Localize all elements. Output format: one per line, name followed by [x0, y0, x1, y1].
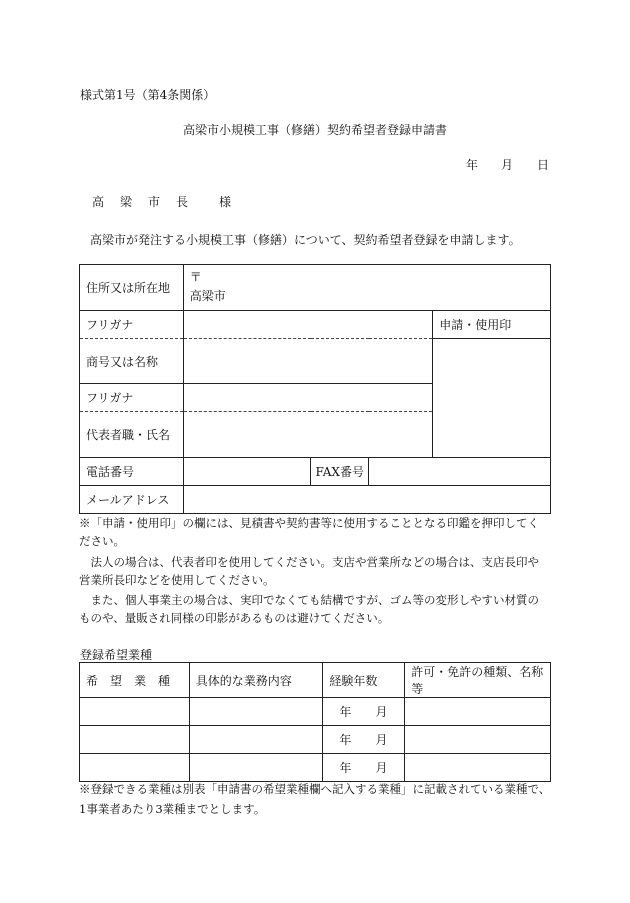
- seal-box[interactable]: [433, 339, 551, 458]
- detail-field-2[interactable]: [189, 726, 323, 754]
- email-label: メールアドレス: [80, 486, 184, 514]
- seal-label: 申請・使用印: [433, 311, 551, 339]
- detail-field-3[interactable]: [189, 754, 323, 782]
- addressee-honorific: 様: [219, 195, 232, 209]
- note-line-6: ものや、量販され同様の印影があるものは避けてください。: [79, 611, 390, 625]
- years-field-2[interactable]: [323, 726, 405, 754]
- phone-field[interactable]: [183, 458, 311, 486]
- furigana-label-2: フリガナ: [80, 384, 184, 412]
- furigana-label-1: フリガナ: [80, 311, 184, 339]
- business-heading: 登録希望業種: [80, 648, 153, 662]
- table-row: [80, 726, 551, 754]
- type-field-2[interactable]: [80, 726, 190, 754]
- type-field-3[interactable]: [80, 754, 190, 782]
- company-field[interactable]: [183, 339, 432, 384]
- applicant-table: [79, 264, 551, 514]
- footer-note-line-1: ※登録できる業種は別表「申請書の希望業種欄へ記入する業種」に記載されている業種で、: [79, 782, 551, 796]
- type-field-1[interactable]: [80, 698, 190, 726]
- addressee-name: 高 梁 市 長: [92, 195, 191, 209]
- note-line-1: ※「申請・使用印」の欄には、見積書や契約書等に使用することとなる印鑑を押印してく: [79, 516, 539, 530]
- email-field[interactable]: [183, 486, 550, 514]
- license-field-3[interactable]: [405, 754, 551, 782]
- fax-label: FAX番号: [311, 458, 369, 486]
- year-unit: 年: [339, 733, 352, 747]
- representative-label: 代表者職・氏名: [80, 412, 184, 458]
- fax-field[interactable]: [369, 458, 551, 486]
- month-unit: 月: [375, 733, 388, 747]
- license-field-1[interactable]: [405, 698, 551, 726]
- address-field[interactable]: [183, 265, 550, 311]
- representative-field[interactable]: [183, 412, 432, 458]
- years-field-1[interactable]: [323, 698, 405, 726]
- address-label: 住所又は所在地: [80, 265, 184, 311]
- note-line-3: 法人の場合は、代表者印を使用してください。支店や営業所などの場合は、支店長印や: [79, 555, 539, 569]
- note-line-5: また、個人事業主の場合は、実印でなくても結構ですが、ゴム等の変形しやすい材質の: [79, 593, 539, 607]
- form-number: 様式第1号（第4条関係）: [80, 88, 216, 102]
- page-title: 高梁市小規模工事（修繕）契約希望者登録申請書: [182, 123, 447, 137]
- table-row: [80, 698, 551, 726]
- month-unit: 月: [375, 705, 388, 719]
- phone-label: 電話番号: [80, 458, 184, 486]
- company-label: 商号又は名称: [80, 339, 184, 384]
- date-year: 年: [466, 158, 479, 172]
- footer-note-line-2: 1事業者あたり3業種までとします。: [79, 802, 266, 816]
- col-type-header: 希 望 業 種: [80, 663, 190, 698]
- table-row: [80, 754, 551, 782]
- year-unit: 年: [339, 705, 352, 719]
- year-unit: 年: [339, 761, 352, 775]
- month-unit: 月: [375, 761, 388, 775]
- detail-field-1[interactable]: [189, 698, 323, 726]
- furigana-field-2[interactable]: [183, 384, 432, 412]
- furigana-field-1[interactable]: [183, 311, 432, 339]
- note-line-2: ださい。: [79, 534, 125, 548]
- col-detail-header: 具体的な業務内容: [189, 663, 323, 698]
- business-table: [79, 662, 551, 782]
- address-city: 高梁市: [189, 289, 226, 303]
- date-day: 日: [537, 158, 550, 172]
- postal-mark: 〒: [189, 270, 202, 284]
- license-field-2[interactable]: [405, 726, 551, 754]
- col-license-header: 許可・免許の種類、名称等: [405, 663, 551, 698]
- years-field-3[interactable]: [323, 754, 405, 782]
- date-month: 月: [501, 158, 514, 172]
- intro-text: 高梁市が発注する小規模工事（修繕）について、契約希望者登録を申請します。: [90, 233, 521, 247]
- col-years-header: 経験年数: [323, 663, 405, 698]
- note-line-4: 営業所長印などを使用してください。: [79, 573, 275, 587]
